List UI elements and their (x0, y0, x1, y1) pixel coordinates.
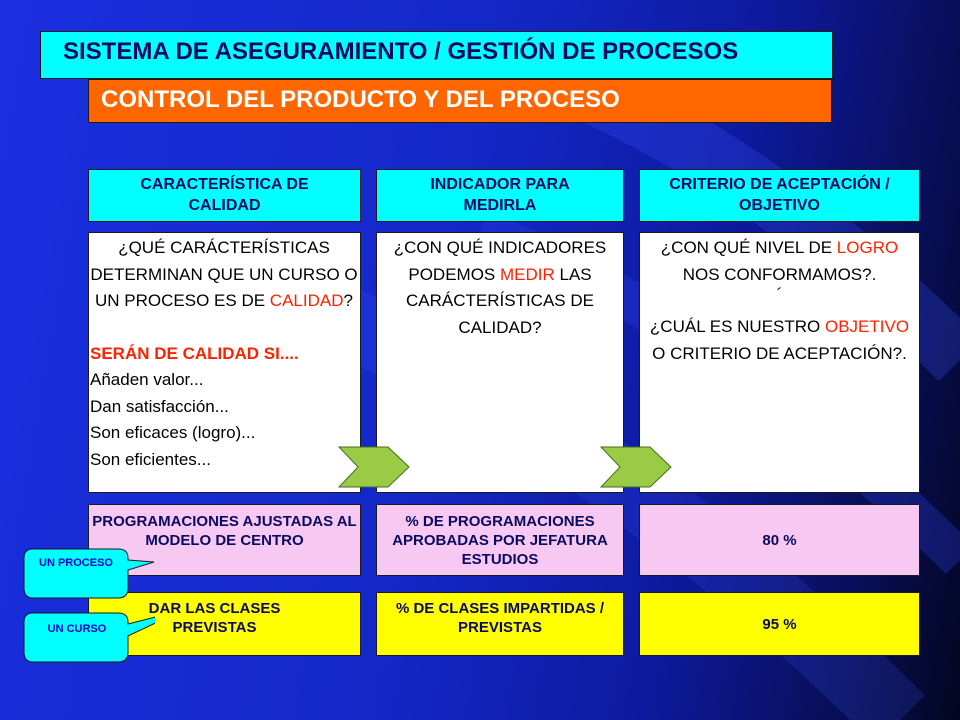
callout-process-label: UN PROCESO (39, 557, 113, 569)
callout-course-label: UN CURSO (47, 623, 107, 635)
row2-criterion: 95 % (639, 592, 920, 656)
row1-indicator: % DE PROGRAMACIONES APROBADAS POR JEFATURA ESTUDIOS (376, 504, 624, 576)
row1-criterion: 80 % (639, 504, 920, 576)
criterion-question-objective: ¿CUÁL ES NUESTRO OBJETIVO O CRITERIO DE ACEPTACIÓN?. (649, 317, 910, 363)
row1-characteristic: PROGRAMACIONES AJUSTADAS AL MODELO DE CENTRO (88, 504, 361, 576)
quality-item: Dan satisfacción... (90, 396, 229, 416)
criterion-description (639, 232, 920, 493)
header-characteristic: CARACTERÍSTICA DE CALIDAD (88, 169, 361, 222)
right-arrow-icon (338, 446, 410, 488)
quality-heading: SERÁN DE CALIDAD SI.... (90, 343, 299, 363)
characteristic-question: ¿QUÉ CARÁCTERÍSTICAS DETERMINAN QUE UN CURSO O UN PROCESO ES DE CALIDAD? (90, 238, 358, 310)
criterion-question-achievement: ¿CON QUÉ NIVEL DE LOGRO NOS CONFORMAMOS?. (660, 238, 899, 284)
page-title: SISTEMA DE ASEGURAMIENTO / GESTIÓN DE PROCESOS (40, 31, 833, 79)
stray-mark: ´ (776, 285, 783, 304)
page-subtitle: CONTROL DEL PRODUCTO Y DEL PROCESO (88, 79, 832, 123)
header-criterion: CRITERIO DE ACEPTACIÓN / OBJETIVO (639, 169, 920, 222)
row2-indicator: % DE CLASES IMPARTIDAS / PREVISTAS (376, 592, 624, 656)
quality-item: Son eficientes... (90, 449, 211, 469)
row2-characteristic: DAR LAS CLASES PREVISTAS (88, 592, 361, 656)
quality-item: Son eficaces (logro)... (90, 423, 256, 442)
header-indicator: INDICADOR PARA MEDIRLA (376, 169, 624, 222)
right-arrow-icon (600, 446, 672, 488)
indicator-description: ¿CON QUÉ INDICADORES PODEMOS MEDIR LAS CARÁCTERÍSTICAS DE CALIDAD? (376, 232, 624, 493)
characteristic-description (88, 232, 361, 493)
quality-item: Añaden valor... (90, 370, 204, 389)
